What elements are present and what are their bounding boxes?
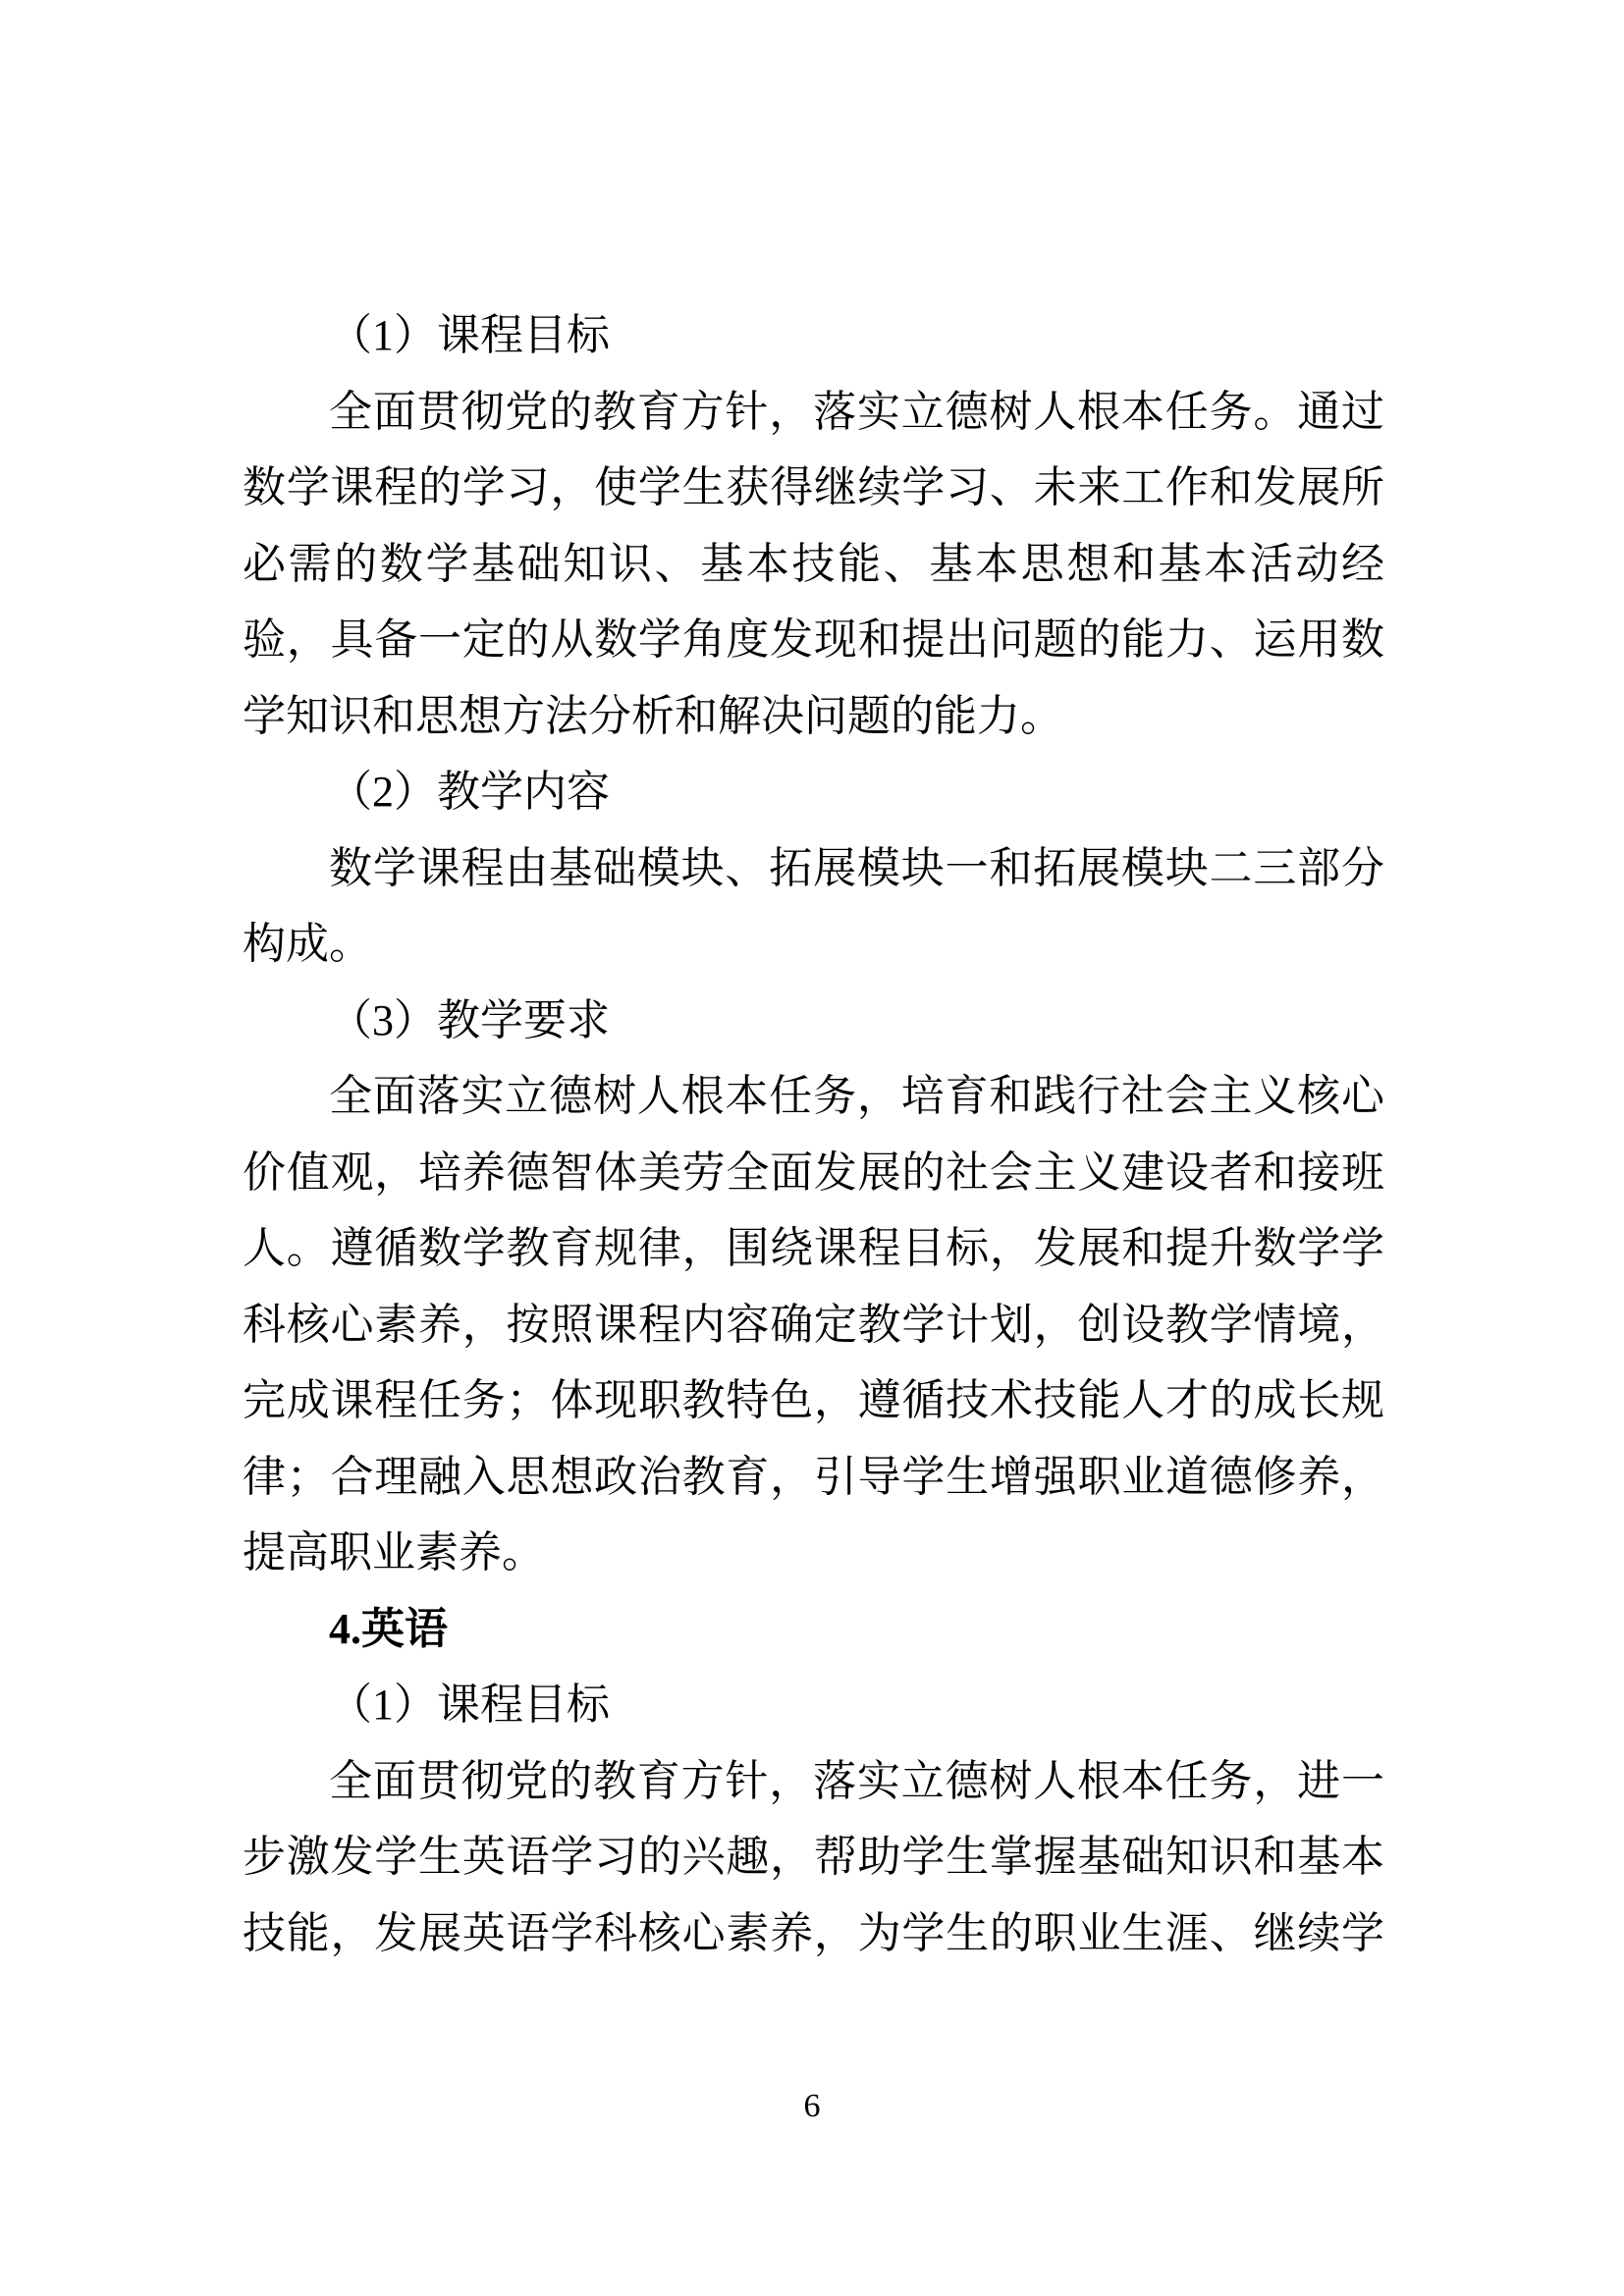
text-line: 全面贯彻党的教育方针，落实立德树人根本任务，进一 <box>329 1756 1384 1805</box>
text-line: 律；合理融入思想政治教育，引导学生增强职业道德修养， <box>243 1452 1384 1501</box>
text-line: 学知识和思想方法分析和解决问题的能力。 <box>243 691 1063 740</box>
text-line: 全面落实立德树人根本任务，培育和践行社会主义核心 <box>329 1072 1384 1120</box>
text-line: 提高职业素养。 <box>243 1528 545 1576</box>
text-line: 全面贯彻党的教育方针，落实立德树人根本任务。通过 <box>329 387 1384 436</box>
section-heading: （1）课程目标 <box>329 1681 610 1729</box>
text-line: 人。遵循数学教育规律，围绕课程目标，发展和提升数学学 <box>243 1224 1384 1272</box>
text-line: 步激发学生英语学习的兴趣，帮助学生掌握基础知识和基本 <box>243 1833 1384 1881</box>
section-heading: 4.英语 <box>329 1604 448 1653</box>
text-line: 完成课程任务；体现职教特色，遵循技术技能人才的成长规 <box>243 1376 1384 1424</box>
text-line: 价值观，培养德智体美劳全面发展的社会主义建设者和接班 <box>243 1148 1384 1197</box>
section-heading: （3）教学要求 <box>329 995 610 1044</box>
page-number: 6 <box>803 2088 821 2124</box>
document-body <box>243 297 1384 1971</box>
text-line: 科核心素养，按照课程内容确定教学计划，创设教学情境， <box>243 1300 1384 1349</box>
text-line: 数学课程的学习，使学生获得继续学习、未来工作和发展所 <box>243 463 1384 511</box>
section-heading: （2）教学内容 <box>329 768 610 816</box>
text-line: 构成。 <box>243 920 372 968</box>
text-line: 必需的数学基础知识、基本技能、基本思想和基本活动经 <box>243 539 1384 588</box>
text-line: 数学课程由基础模块、拓展模块一和拓展模块二三部分 <box>329 843 1384 892</box>
text-line: 技能，发展英语学科核心素养，为学生的职业生涯、继续学 <box>243 1908 1384 1957</box>
section-heading: （1）课程目标 <box>329 311 610 359</box>
text-line: 验，具备一定的从数学角度发现和提出问题的能力、运用数 <box>243 615 1384 664</box>
